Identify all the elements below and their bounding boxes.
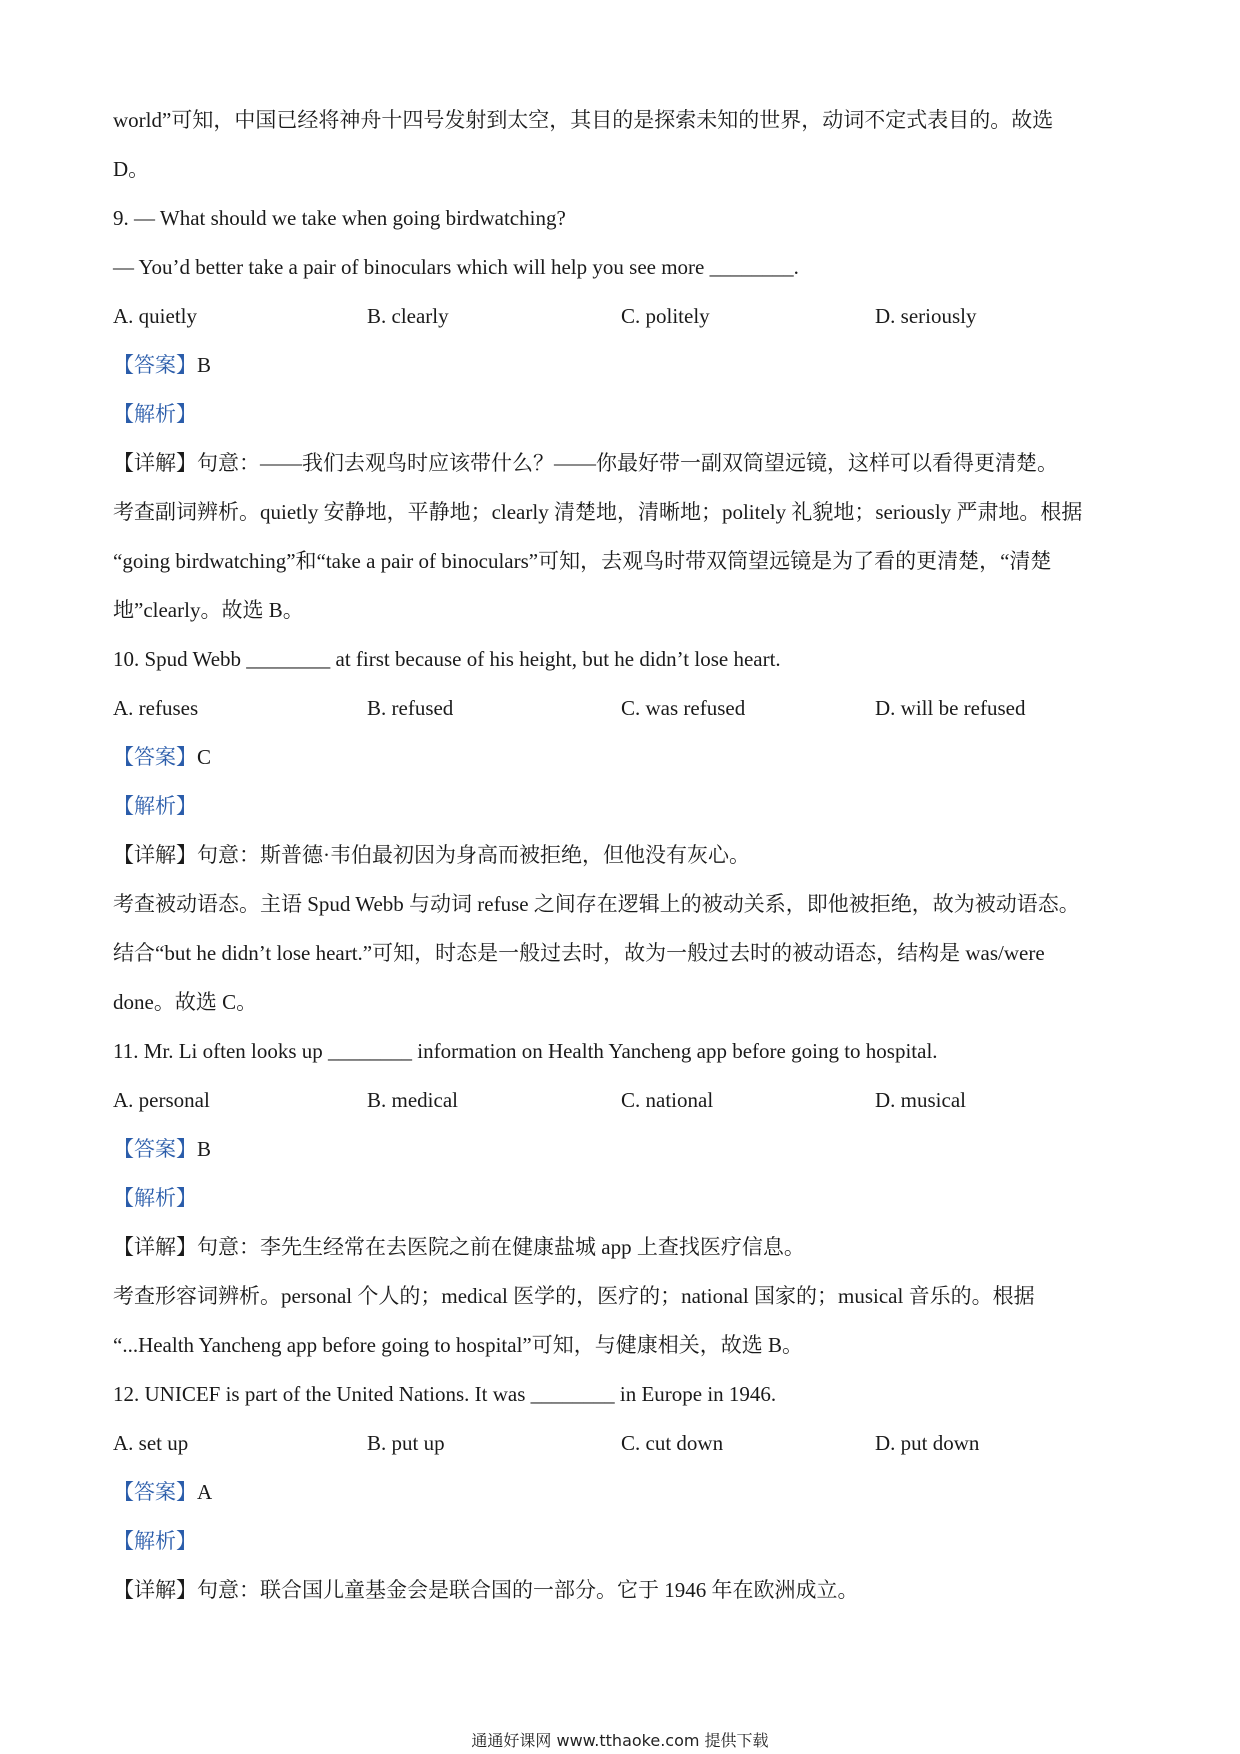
answer-line [113,341,1133,390]
answer-label: 【答案】 [113,745,197,769]
option-d: D. put down [875,1431,980,1455]
option-b: B. medical [367,1088,458,1112]
option-b: B. put up [367,1431,445,1455]
option-row [113,1076,1133,1125]
answer-value: A [197,1480,213,1504]
answer-line [113,733,1133,782]
option-row [113,1419,1133,1468]
detail-line: 【详解】句意：斯普德·韦伯最初因为身高而被拒绝，但他没有灰心。 [113,843,750,867]
answer-line [113,1468,1133,1517]
analysis-line [113,1517,1133,1566]
option-d: D. musical [875,1088,966,1112]
question-stem: 10. Spud Webb ________ at first because of his height, but he didn’t lose heart. [113,647,781,671]
question-stem: 12. UNICEF is part of the United Nations. It was ________ in Europe in 1946. [113,1382,777,1406]
answer-value: B [197,1137,212,1161]
analysis-line [113,390,1133,439]
detail-line: 【详解】句意：联合国儿童基金会是联合国的一部分。它于 1946 年在欧洲成立。 [113,1578,859,1602]
detail-line: done。故选 C。 [113,990,258,1014]
answer-label: 【答案】 [113,1480,197,1504]
question-stem: 9. — What should we take when going birdwatching? [113,206,566,230]
detail-line: 考查形容词辨析。personal 个人的；medical 医学的，医疗的；national 国家的；musical 音乐的。根据 [113,1284,1035,1308]
answer-label: 【答案】 [113,353,197,377]
analysis-label: 【解析】 [113,1529,197,1553]
detail-line: “...Health Yancheng app before going to hospital”可知，与健康相关，故选 B。 [113,1333,803,1357]
option-c: C. was refused [621,696,746,720]
detail-line: 地”clearly。故选 B。 [113,598,304,622]
option-a: A. refuses [113,696,199,720]
document-page [113,96,1133,1615]
option-c: C. cut down [621,1431,724,1455]
option-b: B. clearly [367,304,449,328]
option-d: D. seriously [875,304,977,328]
option-row [113,684,1133,733]
question-12 [113,1370,1133,1615]
page-footer: 通通好课网 www.tthaoke.com 提供下载 [471,1731,769,1750]
detail-line: “going birdwatching”和“take a pair of binoculars”可知，去观鸟时带双筒望远镜是为了看的更清楚，“清楚 [113,549,1052,573]
option-d: D. will be refused [875,696,1026,720]
question-10 [113,635,1133,1027]
option-b: B. refused [367,696,454,720]
analysis-label: 【解析】 [113,402,197,426]
analysis-line [113,782,1133,831]
option-c: C. politely [621,304,710,328]
option-row [113,292,1133,341]
question-stem: 11. Mr. Li often looks up ________ information on Health Yancheng app before going to hospital. [113,1039,938,1063]
analysis-label: 【解析】 [113,1186,197,1210]
question-9 [113,194,1133,635]
answer-label: 【答案】 [113,1137,197,1161]
question-11 [113,1027,1133,1370]
answer-value: B [197,353,212,377]
detail-line: 考查副词辨析。quietly 安静地，平静地；clearly 清楚地，清晰地；politely 礼貌地；seriously 严肃地。根据 [113,500,1083,524]
detail-line: 【详解】句意：李先生经常在去医院之前在健康盐城 app 上查找医疗信息。 [113,1235,805,1259]
option-a: A. set up [113,1431,189,1455]
intro-line-1: world”可知，中国已经将神舟十四号发射到太空，其目的是探索未知的世界，动词不定式表目的。故选 [113,108,1054,132]
analysis-line [113,1174,1133,1223]
option-a: A. quietly [113,304,197,328]
option-a: A. personal [113,1088,210,1112]
question-stem: — You’d better take a pair of binoculars which will help you see more ________. [113,255,799,279]
analysis-label: 【解析】 [113,794,197,818]
detail-line: 考查被动语态。主语 Spud Webb 与动词 refuse 之间存在逻辑上的被动关系，即他被拒绝，故为被动语态。 [113,892,1080,916]
detail-line: 结合“but he didn’t lose heart.”可知，时态是一般过去时，故为一般过去时的被动语态，结构是 was/were [113,941,1045,965]
answer-line [113,1125,1133,1174]
intro-line-2: D。 [113,157,150,181]
option-c: C. national [621,1088,714,1112]
answer-value: C [197,745,212,769]
detail-line: 【详解】句意：——我们去观鸟时应该带什么？——你最好带一副双筒望远镜，这样可以看得更清楚。 [113,451,1058,475]
